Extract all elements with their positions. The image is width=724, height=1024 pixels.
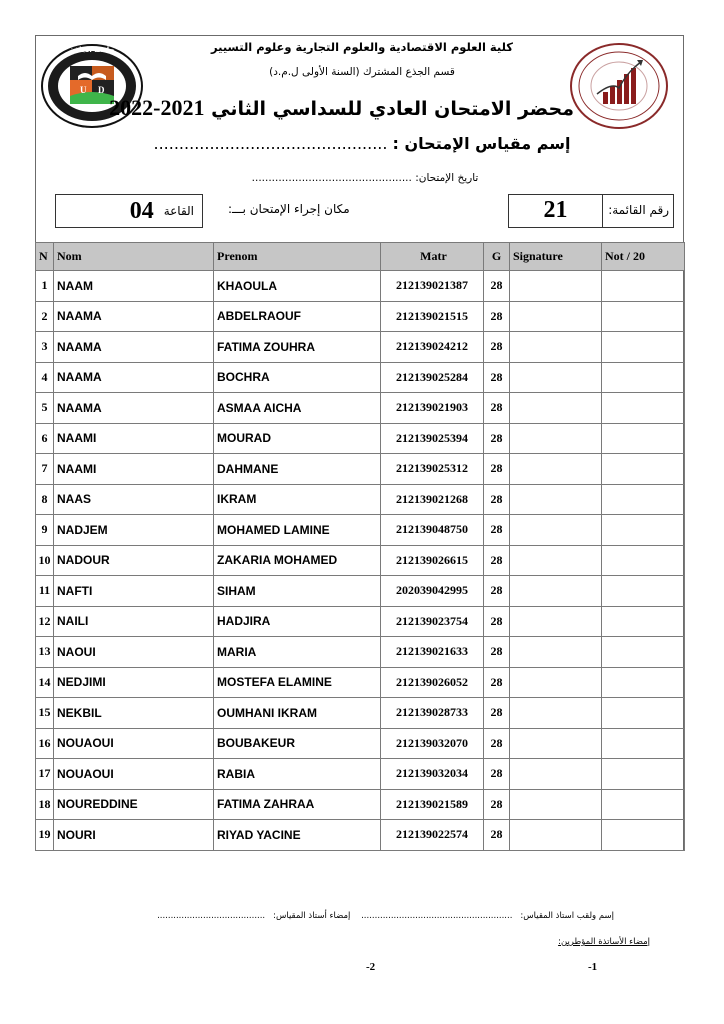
row-number: 12 (36, 606, 54, 637)
table-row (36, 789, 685, 820)
academic-year: 2021-2022 (109, 95, 205, 120)
proctors-signature-label: إمضاء الأساتذة المؤطرين: (558, 937, 650, 947)
grade-cell[interactable] (602, 393, 685, 424)
student-first-name: MOSTEFA ELAMINE (214, 667, 381, 698)
proctor-2-number: -2 (366, 961, 376, 973)
student-matricule: 212139025284 (381, 362, 484, 393)
row-number: 4 (36, 362, 54, 393)
student-matricule: 212139021387 (381, 271, 484, 302)
department-name: قسم الجذع المشترك (السنة الأولى ل.م.د) (269, 66, 455, 78)
student-first-name: KHAOULA (214, 271, 381, 302)
grade-cell[interactable] (602, 637, 685, 668)
module-value[interactable]: .............................................. (153, 134, 388, 153)
row-number: 6 (36, 423, 54, 454)
proctor-1-number: -1 (588, 961, 598, 973)
signature-cell[interactable] (510, 301, 602, 332)
signature-cell[interactable] (510, 820, 602, 851)
table-row (36, 393, 685, 424)
table-row (36, 698, 685, 729)
table-row (36, 423, 685, 454)
grade-cell[interactable] (602, 332, 685, 363)
grade-cell[interactable] (602, 698, 685, 729)
student-last-name: NAAS (54, 484, 214, 515)
student-matricule: 212139048750 (381, 515, 484, 546)
student-group: 28 (484, 393, 510, 424)
student-first-name: FATIMA ZAHRAA (214, 789, 381, 820)
student-last-name: NEKBIL (54, 698, 214, 729)
professor-name-label: إسم ولقب استاذ المقياس: (520, 911, 614, 921)
student-matricule: 202039042995 (381, 576, 484, 607)
student-first-name: MOURAD (214, 423, 381, 454)
student-matricule: 212139021515 (381, 301, 484, 332)
table-row (36, 362, 685, 393)
row-number: 16 (36, 728, 54, 759)
student-matricule: 212139026615 (381, 545, 484, 576)
signature-cell[interactable] (510, 271, 602, 302)
student-first-name: MARIA (214, 637, 381, 668)
student-group: 28 (484, 362, 510, 393)
col-header-g: G (484, 243, 510, 271)
signature-cell[interactable] (510, 484, 602, 515)
module-label: إسم مقياس الإمتحان : (392, 134, 571, 153)
student-matricule: 212139021903 (381, 393, 484, 424)
student-last-name: NAAMA (54, 393, 214, 424)
student-last-name: NAAMI (54, 454, 214, 485)
grade-cell[interactable] (602, 820, 685, 851)
signature-cell[interactable] (510, 728, 602, 759)
student-first-name: ASMAA AICHA (214, 393, 381, 424)
student-matricule: 212139026052 (381, 667, 484, 698)
signature-cell[interactable] (510, 423, 602, 454)
student-last-name: NEDJIMI (54, 667, 214, 698)
student-group: 28 (484, 484, 510, 515)
row-number: 2 (36, 301, 54, 332)
faculty-name: كلية العلوم الاقتصادية والعلوم التجارية وعلوم التسيير (211, 40, 513, 54)
signature-cell[interactable] (510, 698, 602, 729)
student-matricule: 212139021589 (381, 789, 484, 820)
logo-letter-u: U (80, 85, 87, 95)
professor-name-value[interactable]: ........................................................ (361, 911, 513, 921)
student-matricule: 212139032034 (381, 759, 484, 790)
student-last-name: NADOUR (54, 545, 214, 576)
signature-cell[interactable] (510, 759, 602, 790)
row-number: 7 (36, 454, 54, 485)
student-last-name: NAAMA (54, 362, 214, 393)
table-row (36, 759, 685, 790)
col-header-n: N (36, 243, 54, 271)
row-number: 11 (36, 576, 54, 607)
exam-place-label: مكان إجراء الإمتحان بـــ: (228, 202, 350, 216)
grade-cell[interactable] (602, 728, 685, 759)
student-group: 28 (484, 332, 510, 363)
row-number: 1 (36, 271, 54, 302)
grade-cell[interactable] (602, 576, 685, 607)
row-number: 8 (36, 484, 54, 515)
student-last-name: NOUAOUI (54, 759, 214, 790)
grade-cell[interactable] (602, 484, 685, 515)
grade-cell[interactable] (602, 271, 685, 302)
exam-date-label: تاريخ الإمتحان: (415, 172, 479, 184)
student-last-name: NADJEM (54, 515, 214, 546)
student-group: 28 (484, 637, 510, 668)
grade-cell[interactable] (602, 606, 685, 637)
table-row (36, 606, 685, 637)
grade-cell[interactable] (602, 789, 685, 820)
row-number: 13 (36, 637, 54, 668)
table-row (36, 820, 685, 851)
table-row (36, 454, 685, 485)
grade-cell[interactable] (602, 515, 685, 546)
room-number: 04 (129, 197, 154, 224)
grade-cell[interactable] (602, 667, 685, 698)
table-row (36, 332, 685, 363)
student-group: 28 (484, 698, 510, 729)
student-group: 28 (484, 423, 510, 454)
student-first-name: SIHAM (214, 576, 381, 607)
table-row (36, 515, 685, 546)
student-matricule: 212139025312 (381, 454, 484, 485)
student-first-name: HADJIRA (214, 606, 381, 637)
grade-cell[interactable] (602, 423, 685, 454)
student-group: 28 (484, 454, 510, 485)
student-last-name: NAAM (54, 271, 214, 302)
student-group: 28 (484, 271, 510, 302)
logo-letter-d: D (98, 85, 105, 95)
signature-cell[interactable] (510, 789, 602, 820)
signature-cell[interactable] (510, 454, 602, 485)
table-row (36, 271, 685, 302)
professor-signature-value[interactable]: ........................................ (157, 911, 266, 921)
student-first-name: ZAKARIA MOHAMED (214, 545, 381, 576)
document-title (109, 95, 574, 121)
list-number-box (508, 194, 674, 228)
student-last-name: NOUAOUI (54, 728, 214, 759)
student-group: 28 (484, 789, 510, 820)
grade-cell[interactable] (602, 545, 685, 576)
row-number: 15 (36, 698, 54, 729)
student-last-name: NOURI (54, 820, 214, 851)
module-name-line (150, 134, 574, 153)
faculty-seal-logo (567, 42, 671, 130)
signature-cell[interactable] (510, 576, 602, 607)
student-last-name: NAILI (54, 606, 214, 637)
student-matricule: 212139025394 (381, 423, 484, 454)
exam-date-line (200, 172, 530, 184)
row-number: 18 (36, 789, 54, 820)
list-number-label: رقم القائمة: (608, 203, 669, 217)
student-first-name: BOCHRA (214, 362, 381, 393)
table-row (36, 637, 685, 668)
row-number: 10 (36, 545, 54, 576)
title-text: محضر الامتحان العادي للسداسي الثاني (211, 98, 574, 120)
grade-cell[interactable] (602, 454, 685, 485)
student-matricule: 212139021268 (381, 484, 484, 515)
col-header-matr: Matr (381, 243, 484, 271)
student-first-name: DAHMANE (214, 454, 381, 485)
table-row (36, 728, 685, 759)
student-matricule: 212139022574 (381, 820, 484, 851)
student-first-name: FATIMA ZOUHRA (214, 332, 381, 363)
student-last-name: NOUREDDINE (54, 789, 214, 820)
student-last-name: NAAMA (54, 301, 214, 332)
col-header-nom: Nom (54, 243, 214, 271)
signature-cell[interactable] (510, 393, 602, 424)
signature-cell[interactable] (510, 332, 602, 363)
table-row (36, 545, 685, 576)
student-group: 28 (484, 545, 510, 576)
table-row (36, 301, 685, 332)
student-last-name: NAAMA (54, 332, 214, 363)
student-last-name: NAOUI (54, 637, 214, 668)
row-number: 9 (36, 515, 54, 546)
col-header-note: Not / 20 (602, 243, 685, 271)
signature-cell[interactable] (510, 637, 602, 668)
student-first-name: OUMHANI IKRAM (214, 698, 381, 729)
student-group: 28 (484, 515, 510, 546)
signature-cell[interactable] (510, 362, 602, 393)
row-number: 17 (36, 759, 54, 790)
student-matricule: 212139021633 (381, 637, 484, 668)
grade-cell[interactable] (602, 362, 685, 393)
table-row (36, 576, 685, 607)
signature-cell[interactable] (510, 667, 602, 698)
signature-cell[interactable] (510, 545, 602, 576)
student-first-name: IKRAM (214, 484, 381, 515)
col-header-signature: Signature (510, 243, 602, 271)
student-first-name: RIYAD YACINE (214, 820, 381, 851)
table-row (36, 667, 685, 698)
student-first-name: ABDELRAOUF (214, 301, 381, 332)
student-matricule: 212139032070 (381, 728, 484, 759)
signature-cell[interactable] (510, 606, 602, 637)
room-box (55, 194, 203, 228)
list-number-value: 21 (509, 195, 603, 227)
student-group: 28 (484, 301, 510, 332)
student-attendance-table (35, 242, 685, 851)
student-matricule: 212139023754 (381, 606, 484, 637)
room-label: القاعة (163, 204, 194, 218)
student-matricule: 212139028733 (381, 698, 484, 729)
row-number: 5 (36, 393, 54, 424)
logo-arabic-name: جامعة الجلفة (69, 46, 115, 54)
col-header-prenom: Prenom (214, 243, 381, 271)
professor-line (149, 911, 614, 921)
row-number: 19 (36, 820, 54, 851)
grade-cell[interactable] (602, 759, 685, 790)
student-last-name: NAAMI (54, 423, 214, 454)
professor-signature-label: إمضاء أستاذ المقياس: (273, 911, 351, 921)
student-first-name: MOHAMED LAMINE (214, 515, 381, 546)
table-row (36, 484, 685, 515)
student-group: 28 (484, 820, 510, 851)
student-group: 28 (484, 667, 510, 698)
row-number: 14 (36, 667, 54, 698)
grade-cell[interactable] (602, 301, 685, 332)
table-header-row (36, 243, 685, 271)
student-group: 28 (484, 606, 510, 637)
student-group: 28 (484, 728, 510, 759)
student-last-name: NAFTI (54, 576, 214, 607)
row-number: 3 (36, 332, 54, 363)
student-group: 28 (484, 576, 510, 607)
student-group: 28 (484, 759, 510, 790)
student-matricule: 212139024212 (381, 332, 484, 363)
student-first-name: BOUBAKEUR (214, 728, 381, 759)
signature-cell[interactable] (510, 515, 602, 546)
student-first-name: RABIA (214, 759, 381, 790)
exam-date-value[interactable]: ................................................ (251, 172, 412, 184)
